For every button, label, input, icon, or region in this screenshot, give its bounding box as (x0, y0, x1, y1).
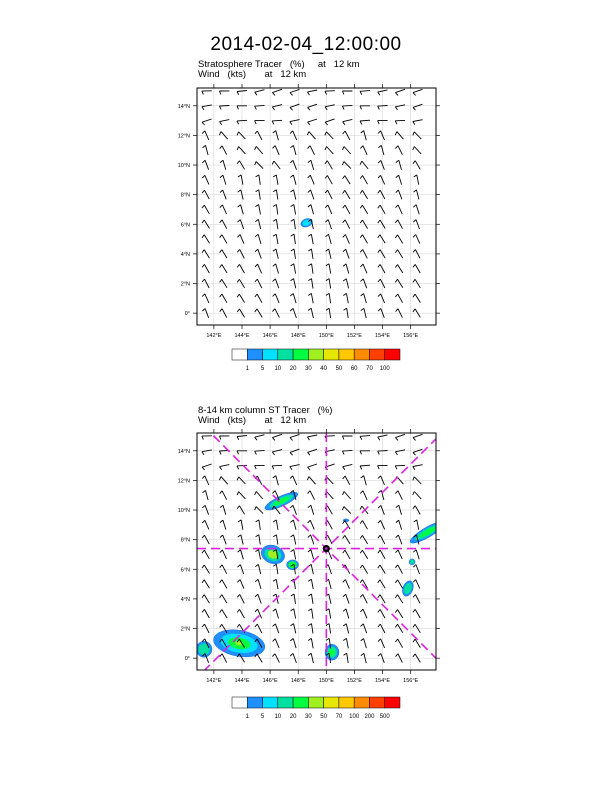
wind-barb (237, 235, 244, 244)
colorbar-swatch (369, 349, 384, 360)
lon-label: 142°E (206, 333, 222, 339)
colorbar-label: 500 (379, 714, 390, 720)
panel1-map (178, 84, 440, 339)
wind-barb (308, 449, 318, 455)
wind-barb (343, 119, 353, 124)
colorbar-label: 40 (320, 366, 327, 372)
wind-barb (378, 145, 384, 155)
wind-barb (255, 450, 265, 454)
colorbar-label: 50 (335, 366, 343, 372)
wind-barb (237, 580, 244, 589)
wind-barb (272, 105, 282, 110)
lon-label: 152°E (346, 333, 362, 339)
wind-barb (308, 146, 315, 155)
lat-label: 12°N (177, 478, 190, 485)
wind-barb (255, 435, 265, 441)
wind-barb (360, 465, 370, 469)
colorbar-swatch (308, 349, 323, 360)
wind-barb (360, 176, 367, 185)
tracer-contour (329, 649, 335, 656)
wind-barb (378, 580, 386, 589)
wind-barb (272, 120, 282, 124)
wind-barb (308, 638, 313, 648)
wind-barb (291, 609, 296, 619)
wind-barb (413, 120, 423, 125)
wind-barb (238, 205, 244, 215)
wind-barb (290, 639, 296, 649)
colorbar-label: 1 (245, 714, 249, 720)
wind-barb (361, 294, 367, 304)
wind-barb (237, 294, 245, 303)
wind-barb (272, 450, 282, 455)
colorbar-label: 70 (366, 366, 373, 372)
wind-barb (307, 435, 317, 440)
wind-barb (255, 466, 265, 470)
wind-barb (291, 264, 296, 274)
wind-barb (255, 205, 260, 215)
colorbar-label: 100 (349, 714, 360, 720)
lon-label: 154°E (375, 678, 391, 684)
wind-barb (378, 205, 385, 214)
wind-barb (273, 294, 280, 303)
panel1-colorbar (232, 349, 400, 372)
wind-barb (255, 121, 265, 125)
wind-barb (343, 638, 348, 648)
wind-barb (307, 90, 317, 95)
wind-barb (396, 175, 402, 185)
wind-barb (255, 264, 262, 273)
wind-barb (413, 104, 423, 110)
lon-label: 156°E (403, 678, 419, 684)
wind-barb (202, 91, 212, 95)
wind-barb (220, 265, 228, 274)
colorbar-label: 20 (289, 366, 297, 372)
wind-barb (360, 451, 370, 455)
colorbar-label: 100 (379, 366, 390, 372)
wind-barb (219, 436, 229, 440)
wind-barb (413, 580, 420, 589)
wind-barb (360, 235, 367, 244)
wind-barb (360, 264, 367, 273)
panel2-title-line2: Wind (kts) at 12 km (198, 415, 307, 426)
wind-barb (395, 294, 402, 303)
wind-barb (202, 464, 212, 470)
colorbar-swatch (263, 349, 278, 360)
wind-barb (273, 205, 278, 215)
wind-barb (395, 639, 402, 648)
colorbar-label: 50 (320, 714, 327, 720)
wind-barb (413, 434, 423, 440)
wind-barb (343, 293, 348, 303)
wind-barb (237, 147, 245, 154)
wind-barb (290, 294, 296, 304)
lat-label: 12°N (177, 133, 190, 140)
wind-barb (255, 105, 265, 109)
lat-label: 4°N (180, 251, 190, 258)
wind-barb (396, 520, 402, 530)
wind-barb (395, 146, 402, 155)
wind-barb (360, 120, 370, 124)
wind-barb (378, 520, 385, 529)
colorbar-swatch (232, 697, 247, 708)
wind-barb (291, 550, 296, 560)
lat-label: 2°N (180, 626, 190, 633)
wind-barb (202, 550, 209, 559)
wind-barb (220, 550, 227, 559)
wind-barb (202, 264, 209, 273)
main-title: 2014-02-04_12:00:00 (210, 34, 402, 55)
colorbar-label: 5 (260, 366, 265, 372)
lon-label: 154°E (375, 333, 391, 339)
lon-label: 152°E (346, 678, 362, 684)
wind-barb (237, 609, 244, 618)
colorbar-swatch (232, 349, 247, 360)
lon-label: 150°E (318, 333, 334, 339)
wind-barb (220, 120, 230, 125)
lon-label: 146°E (262, 678, 278, 684)
wind-barb (308, 119, 318, 125)
lat-label: 6°N (180, 222, 190, 229)
colorbar-label: 70 (335, 714, 343, 720)
colorbar-swatch (293, 697, 308, 708)
wind-barb (203, 490, 209, 500)
wind-barb (413, 89, 423, 95)
wind-barb (413, 449, 423, 455)
wind-barb (220, 610, 228, 619)
wind-barb (273, 234, 278, 244)
wind-barb (220, 205, 227, 214)
wind-barb (342, 436, 352, 440)
wind-barb (202, 580, 210, 589)
wind-barb (360, 491, 367, 500)
colorbar-swatch (385, 697, 400, 708)
wind-barb (291, 205, 296, 215)
wind-barb (413, 609, 420, 618)
wind-barb (395, 235, 402, 244)
wind-barb (308, 464, 318, 470)
wind-barb (343, 464, 353, 469)
wind-barb (395, 120, 405, 124)
wind-barb (343, 609, 349, 619)
wind-barb (378, 550, 385, 559)
wind-barb (273, 264, 279, 274)
wind-barb (360, 106, 370, 110)
colorbar-swatch (369, 697, 384, 708)
lat-label: 6°N (180, 567, 190, 574)
wind-barb (395, 465, 405, 469)
colorbar-label: 10 (274, 366, 282, 372)
panel2-title-line1: 8-14 km column ST Tracer (%) (198, 405, 333, 416)
wind-barb (413, 294, 421, 303)
wind-barb (255, 550, 260, 560)
colorbar-label: 10 (274, 714, 282, 720)
storm-center-dot (325, 547, 328, 550)
wind-barb (202, 175, 209, 184)
wind-barb (360, 146, 367, 155)
wind-barbs (202, 89, 423, 318)
colorbar-label: 30 (305, 714, 312, 720)
wind-barb (395, 265, 403, 274)
wind-barb (255, 294, 262, 303)
wind-barb (343, 147, 351, 155)
lat-label: 2°N (180, 281, 190, 288)
lat-label: 10°N (177, 163, 190, 170)
colorbar-swatch (339, 697, 354, 708)
colorbar-swatch (247, 697, 262, 708)
wind-barb (220, 465, 230, 470)
wind-barb (342, 91, 352, 95)
lat-label: 0° (184, 311, 190, 318)
wind-barb (396, 205, 403, 214)
wind-barb (290, 175, 296, 185)
lon-label: 146°E (262, 333, 278, 339)
wind-barb (220, 580, 227, 589)
lon-label: 144°E (234, 678, 250, 684)
wind-barb (273, 175, 278, 185)
tracer-patch (409, 559, 415, 565)
colorbar-swatch (324, 349, 339, 360)
wind-barb (413, 550, 419, 560)
wind-barb (202, 609, 209, 618)
colorbar-swatch (293, 349, 308, 360)
wind-barb (202, 205, 209, 214)
colorbar-swatch (354, 697, 369, 708)
wind-barb (202, 235, 210, 244)
colorbar-label: 5 (260, 714, 265, 720)
wind-barb (378, 235, 386, 244)
wind-barb (202, 119, 212, 125)
wind-barb (413, 147, 421, 154)
wind-barb (361, 639, 367, 649)
wind-barb (343, 580, 350, 589)
lat-label: 4°N (180, 596, 190, 603)
colorbar-swatch (324, 697, 339, 708)
lat-label: 10°N (177, 508, 190, 515)
wind-barb (308, 579, 313, 589)
wind-barb (220, 294, 227, 303)
wind-barb (413, 492, 421, 499)
panel2-map (0, 149, 612, 792)
crosshair-diagonal (0, 149, 612, 792)
wind-barb (256, 175, 261, 185)
wind-barb (272, 89, 281, 95)
wind-barb (237, 264, 244, 273)
wind-barb (273, 609, 279, 619)
wind-barb (308, 293, 313, 303)
colorbar-label: 200 (364, 714, 375, 720)
wind-barb (413, 205, 419, 215)
lat-label: 8°N (180, 537, 190, 544)
wind-barb (273, 639, 280, 648)
wind-barb (202, 294, 209, 303)
wind-barb (255, 491, 263, 499)
wind-barb (238, 550, 244, 560)
wind-barb (237, 492, 245, 499)
wind-barb (273, 520, 278, 530)
colorbar-swatch (339, 349, 354, 360)
colorbar-swatch (385, 349, 400, 360)
wind-barb (395, 89, 405, 95)
wind-barb (395, 580, 402, 589)
colorbar-label: 1 (245, 366, 249, 372)
wind-barb (272, 434, 281, 440)
wind-barb (360, 91, 370, 95)
wind-barb (308, 104, 318, 110)
crosshair (0, 149, 612, 792)
wind-barb (219, 106, 229, 110)
wind-barb (255, 146, 263, 154)
wind-barb (220, 146, 227, 155)
wind-barb (290, 520, 296, 530)
lon-label: 148°E (290, 333, 306, 339)
wind-barb (360, 609, 367, 618)
lat-label: 8°N (180, 192, 190, 199)
wind-barb (308, 550, 314, 560)
wind-barb (413, 264, 420, 273)
wind-barb (203, 145, 209, 155)
tracer-patch (408, 518, 448, 547)
colorbar-swatch (247, 349, 262, 360)
map-interior (197, 88, 436, 325)
map-frame (197, 88, 436, 325)
wind-barb (308, 264, 313, 274)
wind-barb (202, 520, 209, 529)
tracer-contour (410, 560, 414, 564)
lon-label: 150°E (318, 678, 334, 684)
crosshair-diagonal (0, 149, 612, 792)
colorbar-label: 20 (289, 714, 297, 720)
wind-barb (308, 609, 313, 619)
map-interior (0, 149, 612, 792)
panel2-colorbar (232, 697, 400, 720)
wind-barb (220, 235, 227, 244)
wind-barb (326, 293, 331, 303)
wind-barb (414, 175, 419, 185)
wind-barb (378, 609, 385, 618)
wind-barb (220, 175, 226, 185)
wind-barb (395, 434, 405, 440)
colorbar-label: 30 (305, 366, 312, 372)
tracer-patch (259, 542, 288, 567)
wind-barb (413, 235, 420, 244)
wind-barb (378, 175, 385, 184)
lat-label: 14°N (177, 448, 190, 455)
lat-label: 14°N (177, 103, 190, 110)
lon-label: 144°E (234, 333, 250, 339)
lon-label: 156°E (403, 333, 419, 339)
wind-barb (308, 205, 314, 215)
wind-barb (255, 90, 265, 96)
colorbar-label: 60 (350, 366, 358, 372)
wind-barb (220, 520, 226, 530)
colorbar-swatch (278, 349, 293, 360)
wind-barb (220, 491, 227, 500)
wind-barb (395, 610, 403, 619)
lon-label: 148°E (290, 678, 306, 684)
colorbar-swatch (308, 697, 323, 708)
wind-barb (360, 550, 368, 559)
wind-barb (202, 436, 212, 440)
wind-barb (360, 521, 367, 530)
lon-label: 142°E (206, 678, 222, 684)
wind-barb (395, 491, 402, 500)
wind-barb (308, 175, 315, 184)
wind-barb (343, 264, 349, 274)
colorbar-swatch (263, 697, 278, 708)
wind-barb (413, 465, 423, 470)
wind-barb (308, 491, 315, 500)
wind-barb (360, 436, 370, 440)
wind-barb (256, 520, 261, 530)
wind-barb (343, 492, 351, 500)
wind-barb (219, 91, 229, 95)
wind-barb (413, 639, 421, 648)
wind-barb (273, 146, 280, 155)
wind-barb (396, 550, 403, 559)
wind-barb (291, 234, 296, 244)
wind-barb (273, 579, 278, 589)
wind-barb (343, 235, 350, 244)
colorbar-swatch (278, 697, 293, 708)
wind-barb (255, 579, 261, 589)
wind-barb (343, 176, 351, 185)
wind-barb (308, 234, 313, 244)
wind-barb (343, 550, 350, 559)
wind-barb (378, 639, 385, 648)
panel1-title-line2: Wind (kts) at 12 km (198, 69, 307, 80)
wind-barb (255, 234, 261, 244)
colorbar-swatch (354, 349, 369, 360)
lat-label: 0° (184, 656, 190, 663)
wind-barb (290, 145, 296, 155)
wind-barb (378, 294, 385, 303)
wind-barb (343, 205, 350, 214)
wind-barb (308, 520, 315, 529)
panel1-title-line1: Stratosphere Tracer (%) at 12 km (198, 59, 360, 70)
wind-barb (360, 205, 368, 214)
wind-barb (378, 264, 385, 273)
wind-barb (272, 465, 282, 469)
wind-barb (414, 520, 419, 530)
